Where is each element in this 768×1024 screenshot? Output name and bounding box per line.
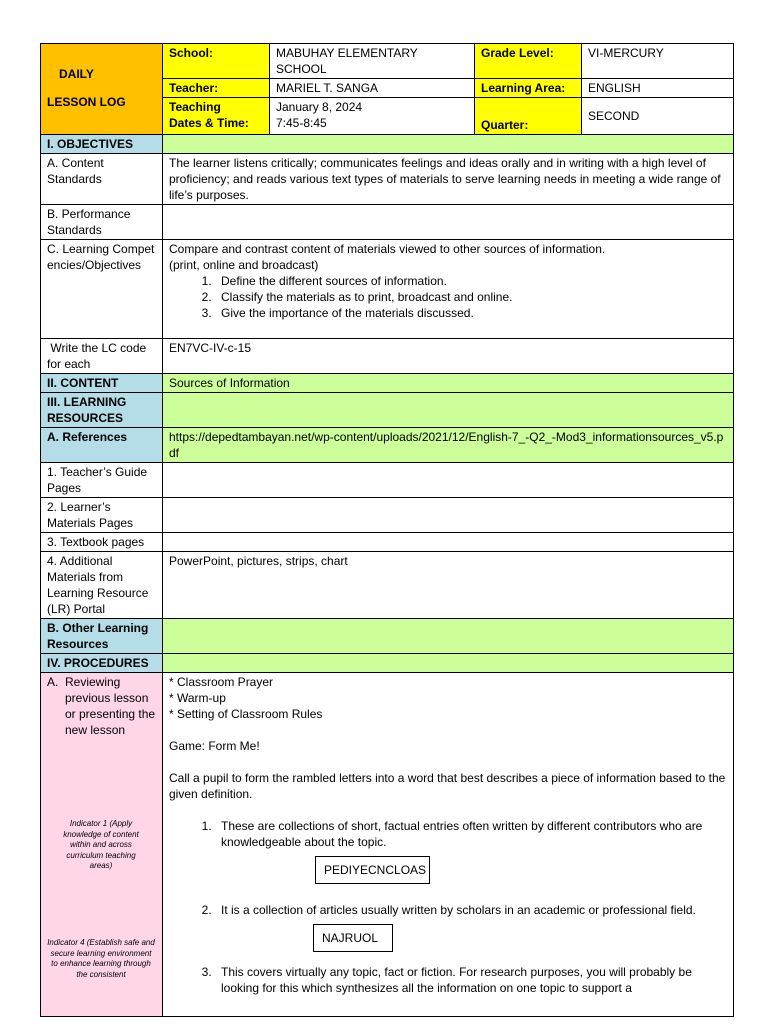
additional-materials-value: PowerPoint, pictures, strips, chart xyxy=(163,552,734,619)
performance-standards-value xyxy=(163,205,734,240)
dates-label: Teaching Dates & Time: xyxy=(163,98,270,135)
scramble-word-box: PEDIYECNCLOAS xyxy=(315,856,430,884)
content-standards-label: A. Content Standards xyxy=(41,154,163,205)
objectives-heading: I. OBJECTIVES xyxy=(41,135,163,154)
scramble-word-box: NAJRUOL xyxy=(313,924,393,952)
dates-value: January 8, 2024 7:45-8:45 xyxy=(270,98,475,135)
teacher-label: Teacher: xyxy=(163,79,270,98)
procedure-a-text: Reviewing previous lesson or presenting the new lesson xyxy=(65,675,156,737)
textbook-pages-label: 3. Textbook pages xyxy=(41,533,163,552)
references-link[interactable]: https://depedtambayan.net/wp-content/uploads/2021/12/English-7_-Q2_-Mod3_informationsources_v5.pdf xyxy=(163,428,734,463)
quarter-label: Quarter: xyxy=(475,98,582,135)
procedures-heading: IV. PROCEDURES xyxy=(41,654,163,673)
performance-standards-label: B. Performance Standards xyxy=(41,205,163,240)
lesson-log-table xyxy=(40,43,734,1017)
warmup-line: * Warm-up xyxy=(169,691,226,705)
area-label: Learning Area: xyxy=(475,79,582,98)
competencies-sub: (print, online and broadcast) xyxy=(169,258,319,272)
competencies-intro: Compare and contrast content of materials viewed to other sources of information. xyxy=(169,242,606,256)
prayer-line: * Classroom Prayer xyxy=(169,675,274,689)
objectives-heading-fill xyxy=(163,135,734,154)
log-title: DAILY LESSON LOG xyxy=(41,44,163,135)
learners-materials-value xyxy=(163,498,734,533)
learners-materials-label: 2. Learner’s Materials Pages xyxy=(41,498,163,533)
additional-materials-label: 4. Additional Materials from Learning Resource (LR) Portal xyxy=(41,552,163,619)
competencies-text xyxy=(163,240,734,339)
other-resources-value xyxy=(163,619,734,654)
area-value: ENGLISH xyxy=(582,79,734,98)
resources-heading: III. LEARNING RESOURCES xyxy=(41,393,163,428)
procedure-a-marker: A. xyxy=(47,675,59,689)
grade-value: VI-MERCURY xyxy=(582,44,734,79)
references-label: A. References xyxy=(41,428,163,463)
scramble-item: 1. These are collections of short, factual entries often written by different contributors who are knowledgeable about the topic. PEDIYECNCLOAS xyxy=(215,818,727,884)
teacher-value: MARIEL T. SANGA xyxy=(270,79,475,98)
competency-item: 2. Classify the materials as to print, broadcast and online. xyxy=(215,289,727,305)
textbook-pages-value xyxy=(163,533,734,552)
competency-item: 1. Define the different sources of information. xyxy=(215,273,727,289)
rules-line: * Setting of Classroom Rules xyxy=(169,707,323,721)
content-value: Sources of Information xyxy=(163,374,734,393)
procedures-heading-fill xyxy=(163,654,734,673)
indicator-4-note: Indicator 4 (Establish safe and secure learning environment to enhance learning through the consistent xyxy=(47,938,155,979)
scramble-item: 3. This covers virtually any topic, fact or fiction. For research purposes, you will probably be looking for this which synthesizes all the information on one topic to support a xyxy=(215,964,727,996)
competencies-label: C. Learning Competencies/Objectives xyxy=(41,240,163,339)
game-title: Game: Form Me! xyxy=(169,739,260,753)
content-heading: II. CONTENT xyxy=(41,374,163,393)
content-standards-text: The learner listens critically; communicates feelings and ideas orally and in writing with a high level of proficiency; and reads various text types of materials to serve learning needs in meeting a wide range of life’s purposes. xyxy=(163,154,734,205)
school-value: MABUHAY ELEMENTARY SCHOOL xyxy=(270,44,475,79)
game-instruction: Call a pupil to form the rambled letters into a word that best describes a piece of information based to the given definition. xyxy=(169,771,726,801)
lc-code-value: EN7VC-IV-c-15 xyxy=(163,339,734,374)
scramble-item: 2. It is a collection of articles usually written by scholars in an academic or professional field. NAJRUOL xyxy=(215,902,727,952)
procedure-a-label xyxy=(41,673,163,1017)
procedure-a-content xyxy=(163,673,734,1017)
lc-code-label: Write the LC code for each xyxy=(41,339,163,374)
school-label: School: xyxy=(163,44,270,79)
indicator-1-note: Indicator 1 (Apply knowledge of content within and across curriculum teaching areas) xyxy=(63,819,139,870)
teachers-guide-label: 1. Teacher’s Guide Pages xyxy=(41,463,163,498)
quarter-value: SECOND xyxy=(582,98,734,135)
competency-item: 3. Give the importance of the materials discussed. xyxy=(215,305,727,321)
competencies-list xyxy=(169,273,727,321)
teachers-guide-value xyxy=(163,463,734,498)
grade-label: Grade Level: xyxy=(475,44,582,79)
other-resources-label: B. Other Learning Resources xyxy=(41,619,163,654)
daily-lesson-log xyxy=(40,43,733,1017)
resources-heading-fill xyxy=(163,393,734,428)
scramble-list xyxy=(169,818,727,996)
